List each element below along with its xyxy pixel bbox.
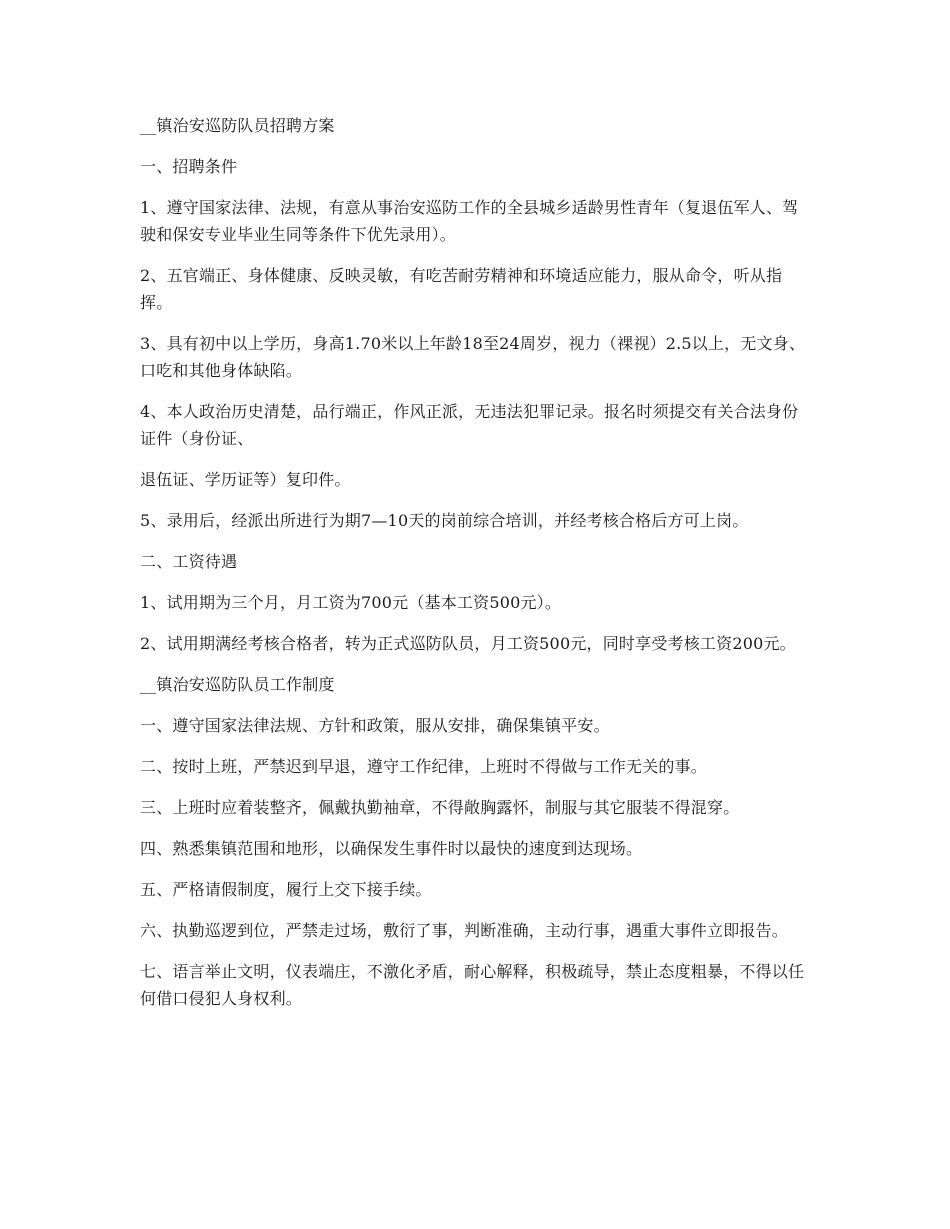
condition-item: 5、录用后，经派出所进行为期7—10天的岗前综合培训，并经考核合格后方可上岗。 (140, 511, 749, 530)
rule-item: 二、按时上班，严禁迟到早退，遵守工作纪律，上班时不得做与工作无关的事。 (140, 757, 708, 776)
rule-item: 三、上班时应着装整齐，佩戴执勤袖章，不得敞胸露怀，制服与其它服装不得混穿。 (140, 798, 740, 817)
condition-item: 3、具有初中以上学历，身高1.70米以上年龄18至24周岁，视力（裸视）2.5以上，无文身、口吃和其他身体缺陷。 (140, 334, 806, 380)
section-heading: 一、招聘条件 (140, 157, 238, 176)
condition-item: 1、遵守国家法律、法规，有意从事治安巡防工作的全县城乡适龄男性青年（复退伍军人、驾驶和保安专业毕业生同等条件下优先录用）。 (140, 198, 799, 244)
work-rules-title: __镇治安巡防队员工作制度 (140, 675, 335, 694)
document-page (140, 112, 808, 1026)
rule-item: 五、严格请假制度，履行上交下接手续。 (140, 880, 432, 899)
salary-item: 2、试用期满经考核合格者，转为正式巡防队员，月工资500元，同时享受考核工资200元。 (140, 634, 796, 653)
condition-item: 2、五官端正、身体健康、反映灵敏，有吃苦耐劳精神和环境适应能力，服从命令，听从指挥。 (140, 266, 783, 312)
recruitment-title: __镇治安巡防队员招聘方案 (140, 116, 335, 135)
rule-item: 一、遵守国家法律法规、方针和政策，服从安排，确保集镇平安。 (140, 716, 610, 735)
section-heading: 二、工资待遇 (140, 552, 238, 571)
condition-item: 4、本人政治历史清楚，品行端正，作风正派，无违法犯罪记录。报名时须提交有关合法身份证件（身份证、 (140, 402, 799, 448)
condition-item-continued: 退伍证、学历证等）复印件。 (140, 470, 351, 489)
salary-item: 1、试用期为三个月，月工资为700元（基本工资500元）。 (140, 593, 562, 612)
rule-item: 七、语言举止文明，仪表端庄，不激化矛盾，耐心解释，积极疏导，禁止态度粗暴，不得以任何借口侵犯人身权利。 (140, 962, 805, 1008)
rule-item: 六、执勤巡逻到位，严禁走过场，敷衍了事，判断准确，主动行事，遇重大事件立即报告。 (140, 921, 789, 940)
rule-item: 四、熟悉集镇范围和地形，以确保发生事件时以最快的速度到达现场。 (140, 839, 643, 858)
